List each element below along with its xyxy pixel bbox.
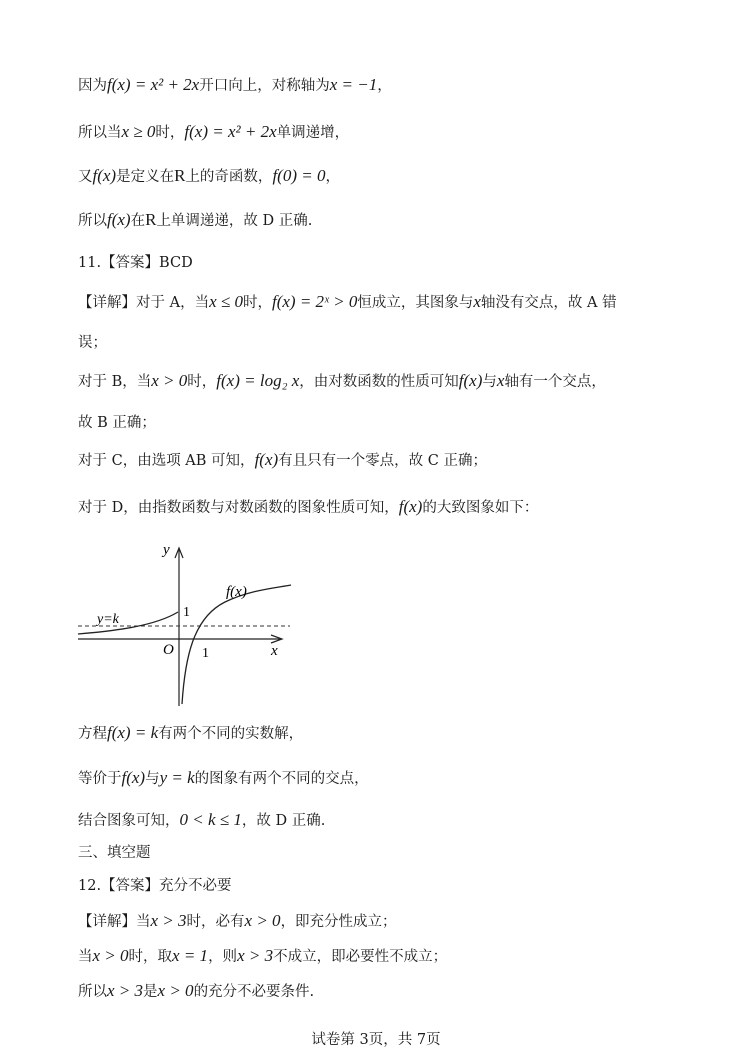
text-line-9 [78,450,487,471]
text: ，由对数函数的性质可知 [299,374,459,390]
text: 【详解】当 [78,914,151,930]
formula: y = k [159,768,195,787]
formula: f(x) [458,371,483,390]
formula: f(x) = x² + 2x [184,122,277,141]
exponential-branch-curve [78,612,178,634]
page-footer: 试卷第 3页，共 7页 [311,1032,441,1048]
text-line-4 [78,210,312,231]
formula: f(x) = x² + 2x [107,75,200,94]
origin-label: O [163,642,174,658]
formula: x > 0 [157,981,194,1000]
section-heading: 三、填空题 [78,845,151,861]
text: 又 [78,169,93,185]
formula: x > 3 [237,946,274,965]
text: 上的奇函数， [185,169,273,185]
text: 与 [482,374,497,390]
formula: f(x) = 2ˣ > 0 [271,292,358,311]
text: 所以 [78,984,107,1000]
text-line-14 [78,911,397,932]
text-line-13 [78,810,325,831]
text-line-15 [78,946,447,967]
text: 不成立，即必要性不成立； [273,949,448,965]
formula: f(x) [254,450,279,469]
text: 对于 C，由选项 AB 可知， [78,453,255,469]
text: 对于 B，当 [78,374,152,390]
text: 方程 [78,726,107,742]
text: 的充分不必要条件. [193,984,315,1000]
formula: x [473,292,481,311]
text: 在 [130,213,146,229]
y-intercept-label: 1 [183,605,190,620]
text: 是定义在 [116,169,175,185]
formula: x > 3 [150,911,187,930]
text: ，故 D 正确. [241,813,326,829]
text: 时， [187,374,217,390]
formula: x [496,371,505,390]
text: 时， [155,125,185,141]
question-12-answer: 12.【答案】充分不必要 [78,878,232,894]
formula: 0 < k ≤ 1 [179,810,242,829]
text: 所以当 [78,125,122,141]
formula: x ≥ 0 [121,122,156,141]
text: 是 [143,984,158,1000]
question-11-answer: 11.【答案】BCD [78,255,193,271]
text: ，即充分性成立； [280,914,397,930]
text: 的图象有两个不同的交点， [194,771,369,787]
text: 时，取 [128,949,173,965]
text: ， [377,78,392,94]
text: 有且只有一个零点，故 C 正确； [278,453,487,469]
text-line-10 [78,497,538,518]
formula: x > 0 [244,911,281,930]
text: 轴没有交点，故 A 错 [480,295,617,311]
text: 单调递增， [276,125,350,141]
text: ，则 [208,949,238,965]
formula: f(x) = log₂ x [216,371,300,390]
formula: f(x) [92,166,117,185]
text: ， [325,169,340,185]
text: 与 [145,771,160,787]
formula: x ≤ 0 [209,292,243,311]
formula: f(x) [121,768,146,787]
text: 有两个不同的实数解， [158,726,304,742]
formula: R [145,210,157,229]
text: 【详解】对于 A，当 [78,295,210,311]
text-line-1 [78,75,392,96]
text: 结合图象可知， [78,813,180,829]
text: 时， [242,295,272,311]
y-axis-label: y [163,542,170,558]
text: 对于 D，由指数函数与对数函数的图象性质可知， [78,500,399,516]
text: 的大致图象如下： [422,500,539,516]
text: 轴有一个交点， [504,374,606,390]
yk-line-label: y=k [97,612,119,627]
x-intercept-label: 1 [202,646,209,661]
text-line-7 [78,371,606,392]
function-graph [75,538,305,708]
formula: x = −1 [329,75,378,94]
formula: R [174,166,186,185]
formula: x > 3 [107,981,144,1000]
formula: x = 1 [172,946,209,965]
formula: f(x) [398,497,423,516]
text: 时，必有 [186,914,245,930]
formula: f(x) = k [107,723,159,742]
text: 所以 [78,213,107,229]
formula: x > 0 [151,371,188,390]
text: 恒成立，其图象与 [357,295,474,311]
text: 当 [78,949,93,965]
formula: f(x) [107,210,131,229]
text-line-6: 误； [78,335,107,351]
text-line-3 [78,166,340,187]
text-line-2 [78,122,349,143]
formula: f(0) = 0 [272,166,326,185]
text-line-16 [78,981,314,1002]
text-line-12 [78,768,369,789]
text: 开口向上，对称轴为 [199,78,330,94]
fx-curve-label: f(x) [226,584,247,600]
x-axis-label: x [271,643,278,659]
formula: x > 0 [92,946,129,965]
text-line-11 [78,723,303,744]
text: 上单调递递，故 D 正确. [156,213,313,229]
text-line-8: 故 B 正确； [78,415,156,431]
text-line-5 [78,292,617,313]
text: 等价于 [78,771,122,787]
text: 因为 [78,78,107,94]
